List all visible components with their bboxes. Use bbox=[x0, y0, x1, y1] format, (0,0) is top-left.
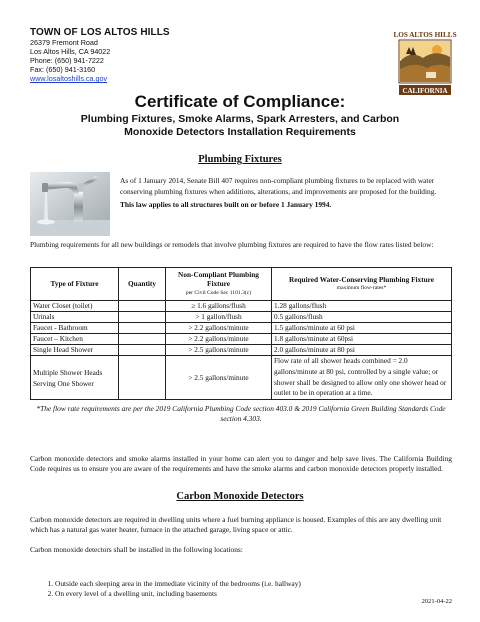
noncompliant-rate: > 1 gallon/flush bbox=[166, 312, 272, 323]
column-header-noncompliant: Non-Compliant Plumbing Fixture per Civil Code Sec 1101.3(c) bbox=[166, 268, 272, 301]
required-rate: Flow rate of all shower heads combined = 2.0 gallons/minute at 80 psi, controlled by a single value; or shower shall be designed to allow only one shower head or outlet to be in operation at a time. bbox=[272, 356, 452, 400]
plumbing-fixtures-heading: Plumbing Fixtures bbox=[198, 154, 282, 165]
table-row bbox=[31, 345, 452, 356]
table-row bbox=[31, 334, 452, 345]
noncompliant-rate: ≥ 1.6 gallons/flush bbox=[166, 301, 272, 312]
address-line-2: Los Altos Hills, CA 94022 bbox=[30, 47, 111, 56]
required-rate: 0.5 gallons/flush bbox=[272, 312, 452, 323]
co-requirement-paragraph: Carbon monoxide detectors are required in dwelling units where a fuel burning appliance is housed. Examples of this are any dwelling unit which has a natural gas water heater, furnace in the attached garage, living space or attic. bbox=[30, 515, 442, 535]
fixture-quantity bbox=[119, 312, 166, 323]
document-date: 2021-04-22 bbox=[421, 598, 452, 605]
fixture-type: Multiple Shower Heads Serving One Shower bbox=[31, 356, 119, 400]
list-item: 1. Outside each sleeping area in the immediate vicinity of the bedrooms (i.e. hallway) bbox=[55, 579, 475, 589]
column-header-type: Type of Fixture bbox=[31, 268, 119, 301]
fixture-type: Water Closet (toilet) bbox=[31, 301, 119, 312]
required-rate: 1.28 gallons/flush bbox=[272, 301, 452, 312]
fixture-quantity bbox=[119, 345, 166, 356]
co-locations-list bbox=[30, 579, 475, 600]
co-intro-paragraph: Carbon monoxide detectors and smoke alarms installed in your home can alert you to danger and help save lives. The California Building Code requires us to ensure you are aware of the requirements and have the smoke alarms and carbon monoxide detectors properly installed. bbox=[30, 454, 452, 474]
logo-bottom-text: CALIFORNIA bbox=[402, 87, 448, 95]
faucet-photo bbox=[30, 172, 110, 236]
flow-rate-requirements-text: Plumbing requirements for all new buildings or remodels that involve plumbing fixtures are required to have the flow rates listed below: bbox=[30, 240, 434, 249]
page-title: Certificate of Compliance: bbox=[134, 92, 346, 111]
noncompliant-rate: > 2.2 gallons/minute bbox=[166, 323, 272, 334]
noncompliant-rate: > 2.5 gallons/minute bbox=[166, 345, 272, 356]
plumbing-intro bbox=[120, 176, 452, 214]
fixture-quantity bbox=[119, 356, 166, 400]
noncompliant-rate: > 2.2 gallons/minute bbox=[166, 334, 272, 345]
noncompliant-note: per Civil Code Sec 1101.3(c) bbox=[185, 289, 252, 296]
flow-rate-footnote: *The flow rate requirements are per the 2019 California Plumbing Code section 403.0 & 2019 California Green Building Standards Code section 4.303. bbox=[36, 404, 446, 424]
fax-number: Fax: (650) 941-3160 bbox=[30, 65, 96, 74]
column-header-required: Required Water-Conserving Plumbing Fixture maximum flow-rates* bbox=[272, 268, 452, 301]
subtitle-line-1: Plumbing Fixtures, Smoke Alarms, Spark Arresters, and Carbon bbox=[80, 113, 400, 125]
plumbing-fixtures-table bbox=[30, 267, 452, 400]
los-altos-hills-logo bbox=[393, 28, 457, 96]
carbon-monoxide-heading: Carbon Monoxide Detectors bbox=[176, 491, 304, 502]
subtitle-line-2: Monoxide Detectors Installation Requirements bbox=[124, 126, 356, 138]
table-row bbox=[31, 301, 452, 312]
logo-top-text: LOS ALTOS HILLS bbox=[393, 31, 457, 39]
phone-number: Phone: (650) 941-7222 bbox=[30, 56, 104, 65]
table-row bbox=[31, 323, 452, 334]
address-line-1: 26379 Fremont Road bbox=[30, 38, 98, 47]
town-contact-block bbox=[30, 27, 280, 83]
applies-statement: This law applies to all structures built on or before 1 January 1994. bbox=[120, 200, 332, 209]
fixture-quantity bbox=[119, 301, 166, 312]
required-rate: 1.5 gallons/minute at 60 psi bbox=[272, 323, 452, 334]
co-locations-intro: Carbon monoxide detectors shall be installed in the following locations: bbox=[30, 545, 243, 554]
required-rate: 1.8 gallons/minute at 60psi bbox=[272, 334, 452, 345]
fixture-type: Single Head Shower bbox=[31, 345, 119, 356]
fixture-type: Faucet - Bathroom bbox=[31, 323, 119, 334]
senate-bill-text: As of 1 January 2014, Senate Bill 407 requires non-compliant plumbing fixtures to be replaced with water conserving plumbing fixtures when additions, alterations, and improvements are proposed for the building. bbox=[120, 176, 437, 196]
fixture-quantity bbox=[119, 323, 166, 334]
website-link[interactable]: www.losaltoshills.ca.gov bbox=[30, 74, 108, 83]
noncompliant-rate: > 2.5 gallons/minute bbox=[166, 356, 272, 400]
list-item: 2. On every level of a dwelling unit, including basements bbox=[55, 589, 475, 599]
required-note: maximum flow-rates* bbox=[336, 285, 387, 291]
table-header-row bbox=[31, 268, 452, 301]
page-subtitle bbox=[40, 113, 440, 139]
fixture-quantity bbox=[119, 334, 166, 345]
town-name: TOWN OF LOS ALTOS HILLS bbox=[30, 27, 170, 38]
fixture-type: Urinals bbox=[31, 312, 119, 323]
column-header-quantity: Quantity bbox=[119, 268, 166, 301]
table-row bbox=[31, 356, 452, 400]
required-rate: 2.0 gallons/minute at 80 psi bbox=[272, 345, 452, 356]
table-row bbox=[31, 312, 452, 323]
fixture-type: Faucet – Kitchen bbox=[31, 334, 119, 345]
